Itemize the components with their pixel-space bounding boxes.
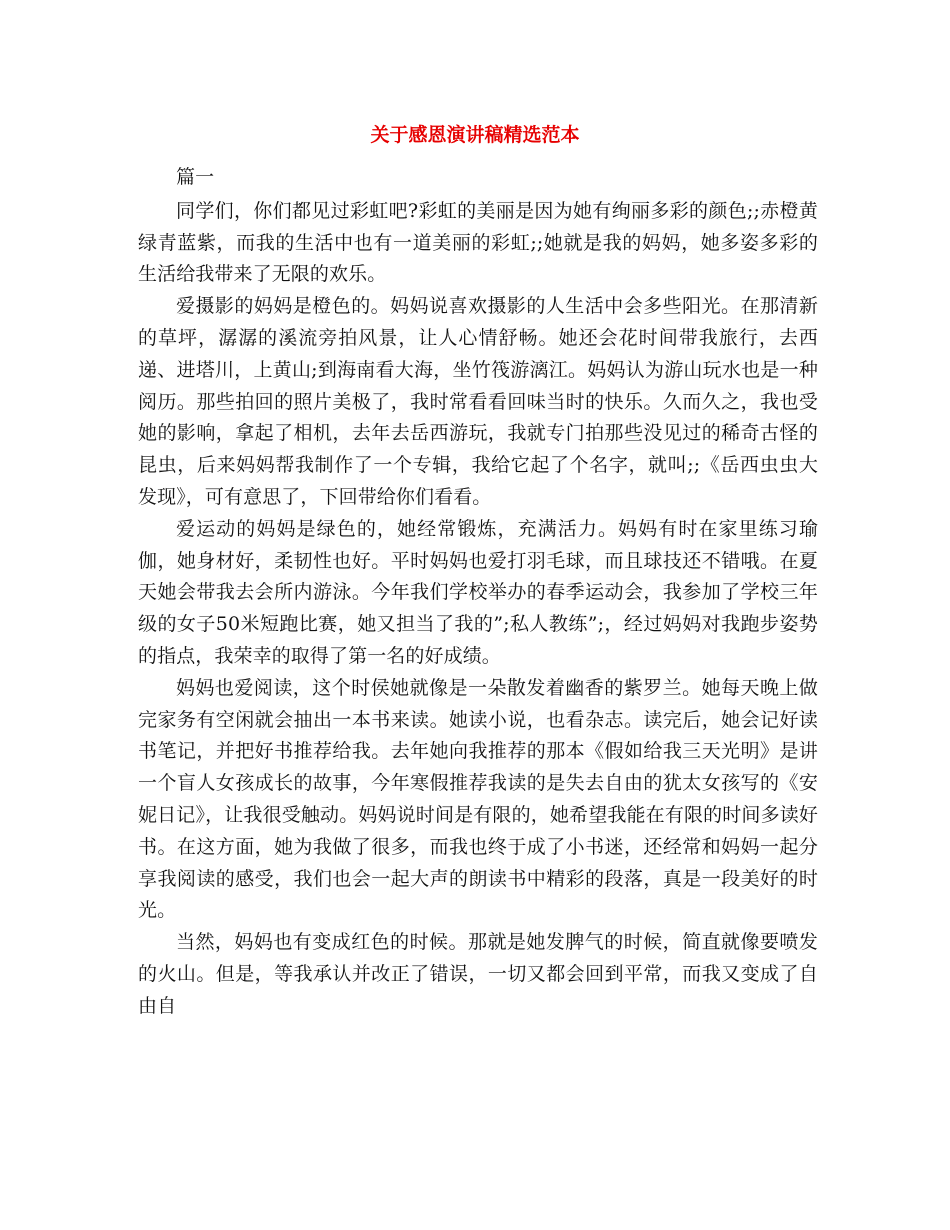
paragraph-4: 妈妈也爱阅读，这个时侯她就像是一朵散发着幽香的紫罗兰。她每天晚上做完家务有空闲就会抽出一本书来读。她读小说，也看杂志。读完后，她会记好读书笔记，并把好书推荐给我。去年她向我推荐的那本《假如给我三天光明》是讲一个盲人女孩成长的故事，今年寒假推荐我读的是失去自由的犹太女孩写的《安妮日记》，让我很受触动。妈妈说时间是有限的，她希望我能在有限的时间多读好书。在这方面，她为我做了很多，而我也终于成了小书迷，还经常和妈妈一起分享我阅读的感受，我们也会一起大声的朗读书中精彩的段落，真是一段美好的时光。	[138, 676, 818, 922]
paragraph-2: 爱摄影的妈妈是橙色的。妈妈说喜欢摄影的人生活中会多些阳光。在那清新的草坪，潺潺的溪流旁拍风景，让人心情舒畅。她还会花时间带我旅行，去西递、进塔川，上黄山;到海南看大海，坐竹筏游漓江。妈妈认为游山玩水也是一种阅历。那些拍回的照片美极了，我时常看看回味当时的快乐。久而久之，我也受她的影响，拿起了相机，去年去岳西游玩，我就专门拍那些没见过的稀奇古怪的昆虫，后来妈妈帮我制作了一个专辑，我给它起了个名字，就叫;;《岳西虫虫大发现》，可有意思了，下回带给你们看看。	[138, 295, 818, 508]
document-body	[138, 162, 818, 1023]
document-title: 关于感恩演讲稿精选范本	[370, 124, 580, 146]
paragraph-5: 当然，妈妈也有变成红色的时候。那就是她发脾气的时候，简直就像要喷发的火山。但是，等我承认并改正了错误，一切又都会回到平常，而我又变成了自由自	[138, 931, 818, 1017]
paragraph-3: 爱运动的妈妈是绿色的，她经常锻炼，充满活力。妈妈有时在家里练习瑜伽，她身材好，柔韧性也好。平时妈妈也爱打羽毛球，而且球技还不错哦。在夏天她会带我去会所内游泳。今年我们学校举办的春季运动会，我参加了学校三年级的女子50米短跑比赛，她又担当了我的”;私人教练”;，经过妈妈对我跑步姿势的指点，我荣幸的取得了第一名的好成绩。	[138, 517, 818, 667]
paragraph-1: 同学们，你们都见过彩虹吧?彩虹的美丽是因为她有绚丽多彩的颜色;;赤橙黄绿青蓝紫，而我的生活中也有一道美丽的彩虹;;她就是我的妈妈，她多姿多彩的生活给我带来了无限的欢乐。	[138, 199, 818, 286]
section-label: 篇一	[176, 166, 215, 188]
